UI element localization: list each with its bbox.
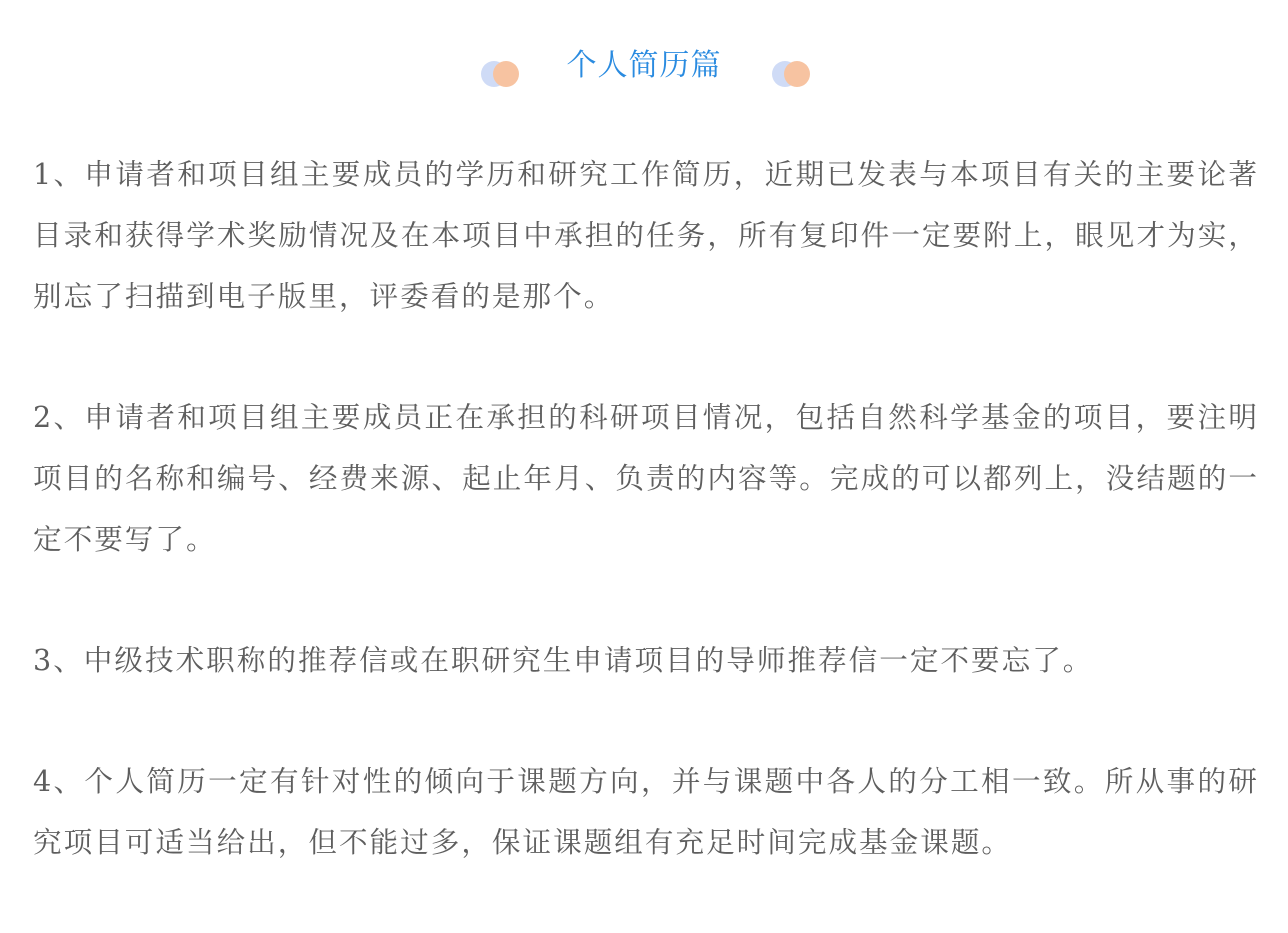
paragraph-1: 1、申请者和项目组主要成员的学历和研究工作简历，近期已发表与本项目有关的主要论著目录和获得学术奖励情况及在本项目中承担的任务，所有复印件一定要附上，眼见才为实，别忘了扫描到电子版里，评委看的是那个。: [33, 157, 1259, 313]
section-header: [0, 40, 1288, 96]
section-title: 个人简历篇: [566, 48, 722, 83]
paragraph-3: 3、中级技术职称的推荐信或在职研究生申请项目的导师推荐信一定不要忘了。: [33, 643, 1094, 677]
article-body: [33, 144, 1259, 933]
paragraph-4: 4、个人简历一定有针对性的倾向于课题方向，并与课题中各人的分工相一致。所从事的研究项目可适当给出，但不能过多，保证课题组有充足时间完成基金课题。: [33, 764, 1259, 859]
decorative-dots-right-icon: [772, 61, 812, 89]
paragraph-2: 2、申请者和项目组主要成员正在承担的科研项目情况，包括自然科学基金的项目，要注明项目的名称和编号、经费来源、起止年月、负责的内容等。完成的可以都列上，没结题的一定不要写了。: [33, 400, 1259, 556]
peach-dot-icon: [784, 61, 810, 87]
